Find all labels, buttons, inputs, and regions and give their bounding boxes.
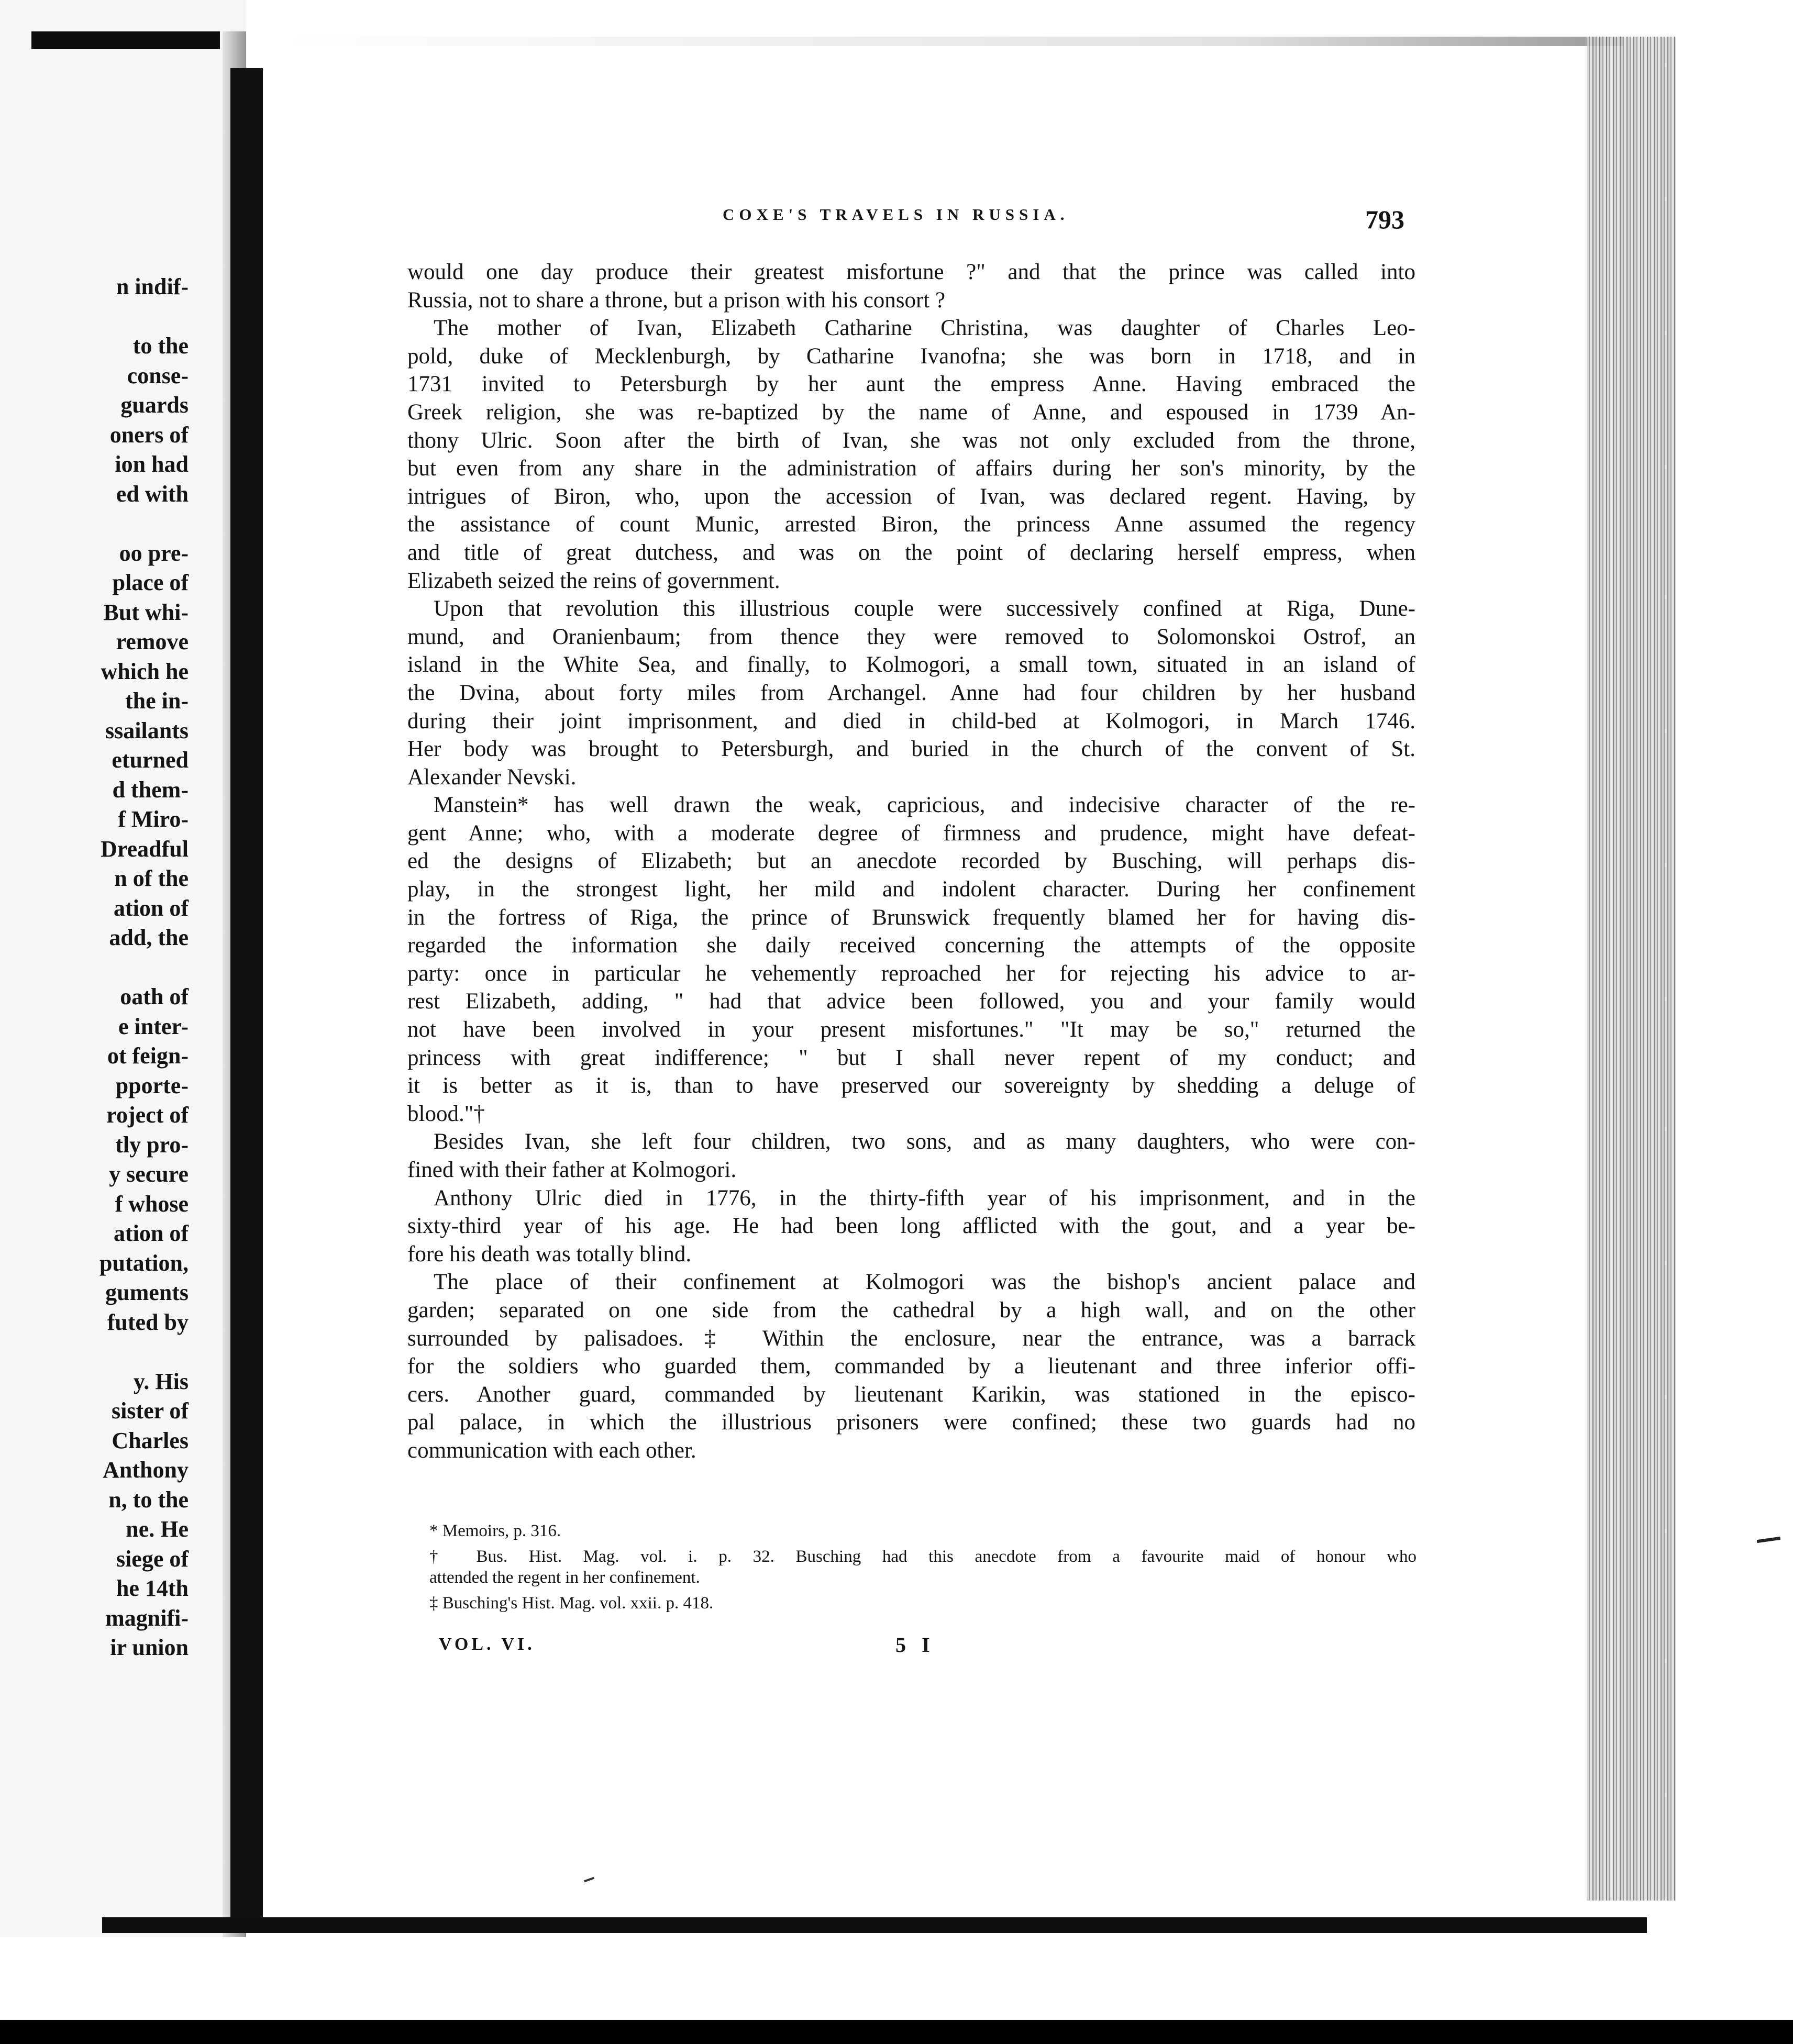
facing-page — [0, 0, 246, 1937]
body-text — [407, 258, 1415, 1465]
text-line: island in the White Sea, and finally, to Kolmogori, a small town, situated in an island of — [407, 652, 1415, 677]
facing-page-line: Dreadful — [101, 836, 189, 862]
facing-page-line: ot feign- — [107, 1043, 189, 1069]
page-stack-edge — [1587, 37, 1676, 1901]
text-line: Upon that revolution this illustrious couple were successively confined at Riga, Dune- — [434, 596, 1415, 621]
facing-page-line: d them- — [112, 776, 189, 803]
facing-page-line: place of — [112, 570, 189, 595]
facing-page-line: ed with — [116, 481, 189, 507]
footnote-line: attended the regent in her confinement. — [429, 1568, 700, 1587]
facing-page-line: ssailants — [105, 717, 189, 743]
text-line: 1731 invited to Petersburgh by her aunt the empress Anne. Having embraced the — [407, 372, 1415, 397]
facing-page-line: ation of — [114, 895, 189, 921]
edge-mark — [1757, 1537, 1780, 1543]
facing-page-line: e inter- — [118, 1013, 189, 1039]
text-line: sixty-third year of his age. He had been long afflicted with the gout, and a year be- — [407, 1214, 1415, 1239]
footnotes — [429, 1520, 1416, 1614]
facing-page-line: ation of — [114, 1220, 189, 1246]
text-line: Besides Ivan, she left four children, two sons, and as many daughters, who were con- — [434, 1129, 1415, 1154]
facing-page-text — [99, 272, 189, 1663]
facing-page-line: remove — [116, 629, 189, 654]
text-line: Anthony Ulric died in 1776, in the thirty-fifth year of his imprisonment, and in the — [434, 1185, 1415, 1210]
facing-page-line: sister of — [111, 1398, 189, 1424]
text-line: it is better as it is, than to have preserved our sovereignty by shedding a deluge of — [407, 1073, 1415, 1098]
facing-page-line: n of the — [114, 865, 189, 891]
facing-page-line: oath of — [120, 984, 189, 1009]
facing-page-line: f whose — [115, 1191, 189, 1217]
facing-page-line: to the — [132, 333, 189, 359]
text-line: intrigues of Biron, who, upon the accession of Ivan, was declared regent. Having, by — [407, 484, 1415, 509]
facing-page-line: siege of — [116, 1546, 189, 1572]
facing-page-line — [99, 953, 189, 983]
text-line: would one day produce their greatest misfortune ?" and that the prince was called into — [407, 260, 1415, 284]
text-line: rest Elizabeth, adding, " had that advice been followed, you and your family would — [407, 989, 1415, 1014]
book-spine-shadow — [230, 68, 263, 1927]
text-line: during their joint imprisonment, and died in child-bed at Kolmogori, in March 1746. — [407, 708, 1415, 734]
facing-page-line — [99, 1337, 189, 1367]
running-title: COXE'S TRAVELS IN RUSSIA. — [723, 205, 1069, 224]
text-line: communication with each other. — [407, 1438, 696, 1463]
text-line: Russia, not to share a throne, but a prison with his consort ? — [407, 287, 946, 313]
facing-page-line: he 14th — [116, 1575, 189, 1601]
text-line: cers. Another guard, commanded by lieutenant Karikin, was stationed in the episco- — [407, 1382, 1415, 1407]
facing-page-line: ir union — [110, 1635, 189, 1660]
footnote-line: * Memoirs, p. 316. — [429, 1521, 561, 1540]
text-line: the Dvina, about forty miles from Archangel. Anne had four children by her husband — [407, 680, 1415, 705]
text-line: Elizabeth seized the reins of government. — [407, 568, 780, 593]
facing-page-line: conse- — [127, 362, 189, 388]
text-line: surrounded by palisadoes.‡ Within the enclosure, near the entrance, was a barrack — [407, 1326, 1415, 1351]
text-line: play, in the strongest light, her mild and indolent character. During her confinement — [407, 877, 1415, 902]
text-line: Alexander Nevski. — [407, 764, 577, 790]
facing-page-line: tly pro- — [115, 1131, 189, 1158]
facing-page-line: roject of — [106, 1102, 189, 1128]
facing-page-line: f Miro- — [118, 806, 189, 832]
facing-page-line — [99, 302, 189, 332]
text-line: pold, duke of Mecklenburgh, by Catharine Ivanofna; she was born in 1718, and in — [407, 343, 1415, 369]
text-line: thony Ulric. Soon after the birth of Ivan, she was not only excluded from the throne, — [407, 428, 1415, 453]
text-line: Manstein* has well drawn the weak, capricious, and indecisive character of the re- — [434, 793, 1415, 818]
facing-page-line: Charles — [112, 1427, 189, 1453]
bottom-shadow-bar — [102, 1917, 1647, 1933]
facing-page-line: oo pre- — [119, 540, 189, 566]
facing-page-line: futed by — [107, 1309, 189, 1335]
text-line: and title of great dutchess, and was on the point of declaring herself empress, when — [407, 540, 1415, 565]
text-line: garden; separated on one side from the cathedral by a high wall, and on the other — [407, 1297, 1415, 1323]
signature-mark: 5 I — [895, 1633, 935, 1657]
footnote-line: ‡ Busching's Hist. Mag. vol. xxii. p. 418. — [429, 1594, 714, 1613]
text-line: Her body was brought to Petersburgh, and buried in the church of the convent of St. — [407, 737, 1415, 762]
facing-page-line: y. His — [133, 1368, 189, 1394]
text-line: gent Anne; who, with a moderate degree of firmness and prudence, might have defeat- — [407, 820, 1415, 846]
facing-page-line: oners of — [109, 421, 189, 448]
text-line: for the soldiers who guarded them, commanded by a lieutenant and three inferior offi- — [407, 1354, 1415, 1379]
text-line: pal palace, in which the illustrious prisoners were confined; these two guards had no — [407, 1410, 1415, 1435]
footnote-line: † Bus. Hist. Mag. vol. i. p. 32. Busching had this anecdote from a favourite maid of honour who — [429, 1547, 1416, 1566]
facing-page-line: magnifi- — [105, 1605, 189, 1631]
text-line: not have been involved in your present misfortunes." "It may be so," returned the — [407, 1017, 1415, 1042]
facing-page-line: guments — [105, 1280, 189, 1305]
text-line: princess with great indifference; " but I shall never repent of my conduct; and — [407, 1045, 1415, 1070]
bottom-black-strip — [0, 2020, 1793, 2044]
facing-page-line: eturned — [112, 747, 189, 773]
text-line: fore his death was totally blind. — [407, 1241, 692, 1267]
text-line: but even from any share in the administration of affairs during her son's minority, by the — [407, 456, 1415, 481]
text-line: blood."† — [407, 1101, 485, 1126]
text-line: fined with their father at Kolmogori. — [407, 1158, 737, 1182]
facing-page-line — [99, 509, 189, 539]
text-line: ed the designs of Elizabeth; but an anecdote recorded by Busching, will perhaps dis- — [407, 849, 1415, 874]
text-line: regarded the information she daily received concerning the attempts of the opposite — [407, 933, 1415, 958]
stray-mark — [584, 1877, 594, 1883]
text-line: party: once in particular he vehemently reproached her for rejecting his advice to ar- — [407, 961, 1415, 986]
page-number: 793 — [1365, 205, 1404, 234]
facing-page-top-shadow — [31, 31, 220, 49]
facing-page-line: But whi- — [103, 599, 189, 625]
facing-page-line: pporte- — [115, 1072, 189, 1098]
facing-page-line: putation, — [99, 1250, 189, 1276]
facing-page-line: y secure — [109, 1161, 189, 1187]
facing-page-line: n indif- — [116, 274, 189, 299]
facing-page-line: Anthony — [103, 1457, 189, 1483]
text-line: Greek religion, she was re-baptized by the name of Anne, and espoused in 1739 An- — [407, 399, 1415, 425]
text-line: mund, and Oranienbaum; from thence they were removed to Solomonskoi Ostrof, an — [407, 624, 1415, 649]
volume-label: VOL. VI. — [439, 1635, 535, 1654]
text-line: the assistance of count Munic, arrested Biron, the princess Anne assumed the regency — [407, 512, 1415, 537]
facing-page-line: ion had — [115, 451, 189, 477]
facing-page-line: which he — [101, 658, 189, 684]
facing-page-line: ne. He — [126, 1516, 189, 1542]
text-line: The mother of Ivan, Elizabeth Catharine Christina, was daughter of Charles Leo- — [434, 316, 1415, 341]
facing-page-line: guards — [120, 392, 189, 418]
facing-page-line: the in- — [125, 688, 189, 714]
page-top-edge — [283, 37, 1623, 46]
facing-page-line: n, to the — [108, 1486, 189, 1513]
facing-page-line: add, the — [109, 925, 189, 950]
text-line: in the fortress of Riga, the prince of Brunswick frequently blamed her for having dis- — [407, 905, 1415, 930]
text-line: The place of their confinement at Kolmogori was the bishop's ancient palace and — [434, 1270, 1415, 1295]
